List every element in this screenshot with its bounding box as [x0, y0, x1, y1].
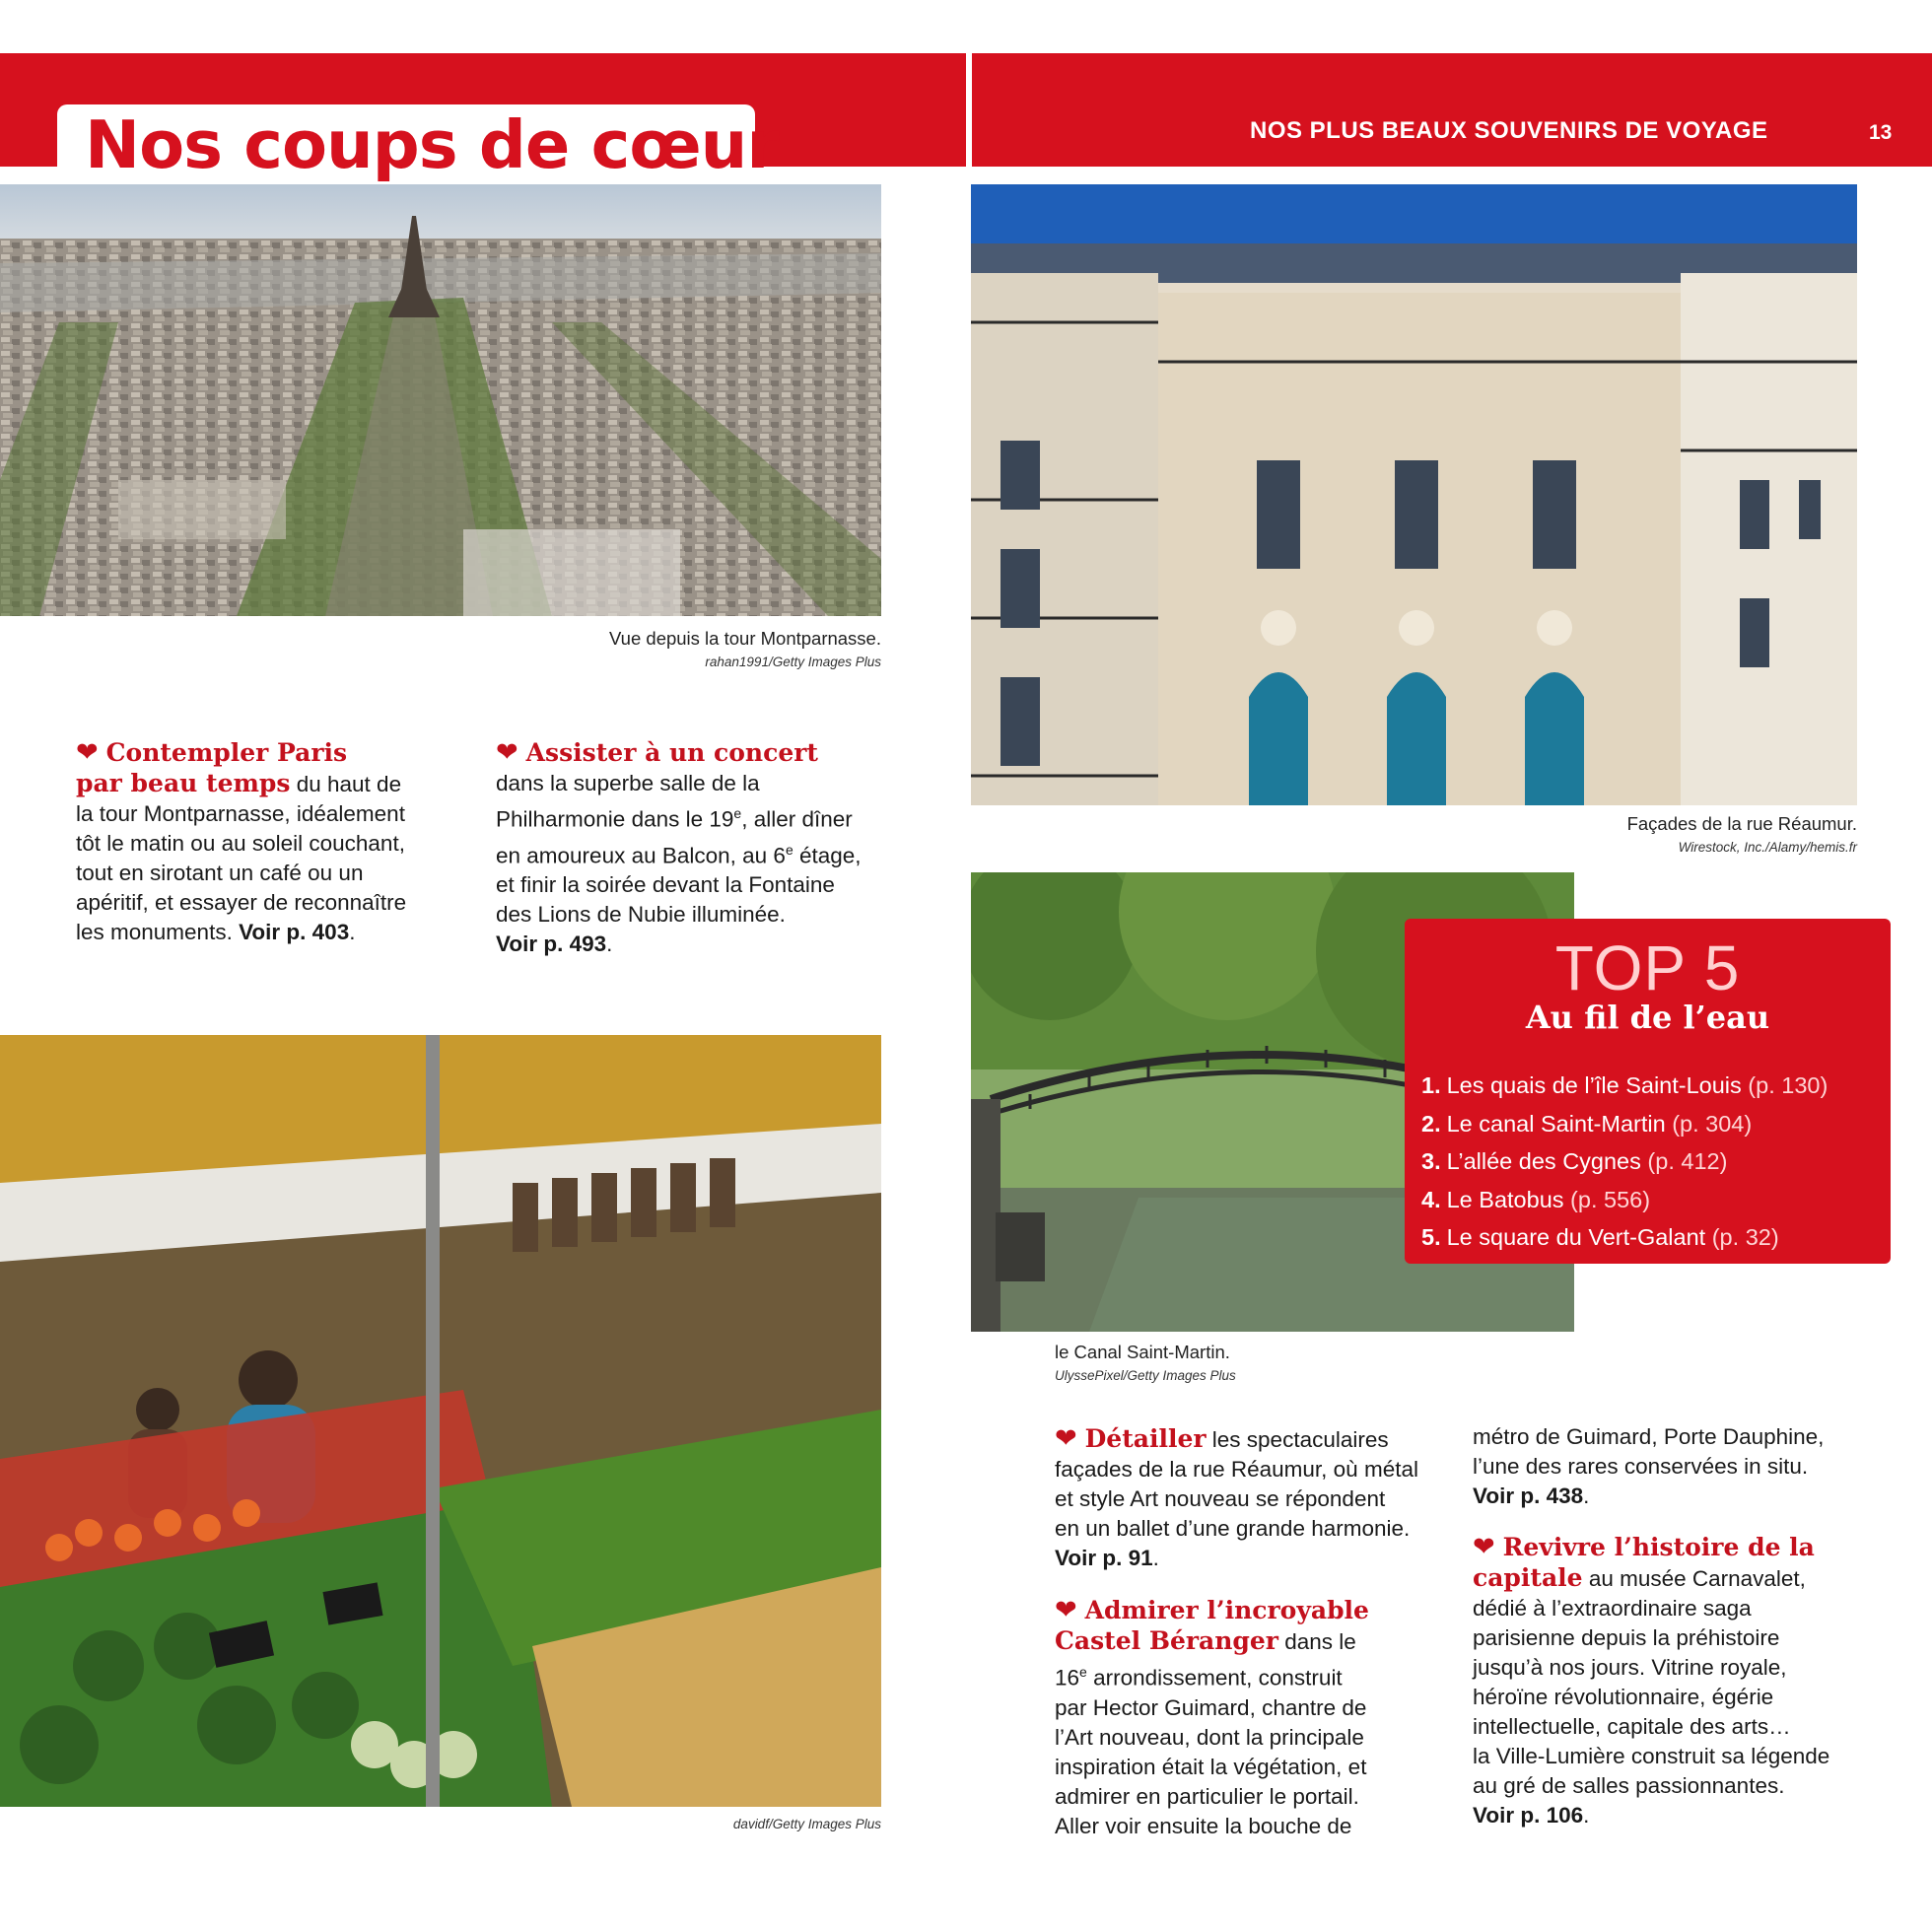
entry-text: jusqu’à nos jours. Vitrine royale, [1473, 1655, 1787, 1680]
item-page: (p. 32) [1711, 1224, 1779, 1250]
item-page: (p. 556) [1570, 1186, 1651, 1212]
entry-text: l’une des rares conservées in situ. [1473, 1454, 1809, 1479]
entry-heading: Assister à un concert [525, 738, 818, 767]
entry-contempler-paris [76, 737, 470, 947]
credit-canal: UlyssePixel/Getty Images Plus [1055, 1368, 1236, 1383]
item-label: Le Batobus [1446, 1186, 1564, 1212]
entry-text: . [1583, 1484, 1590, 1508]
market-stall-image [0, 1035, 881, 1807]
entry-text: métro de Guimard, Porte Dauphine, [1473, 1424, 1825, 1449]
entry-text: Philharmonie dans le 19 [496, 806, 734, 832]
entry-text: admirer en particulier le portail. [1055, 1783, 1359, 1809]
item-label: Le square du Vert-Galant [1446, 1224, 1706, 1250]
entry-text: apéritif, et essayer de reconnaître [76, 890, 407, 915]
item-label: L’allée des Cygnes [1446, 1148, 1641, 1174]
item-page: (p. 130) [1748, 1072, 1828, 1098]
entry-castel-beranger-continued [1473, 1422, 1887, 1511]
page-reference: Voir p. 493 [496, 932, 607, 956]
entry-text: du haut de [290, 772, 402, 796]
entry-heading: capitale [1473, 1563, 1583, 1592]
entry-text: façades de la rue Réaumur, où métal [1055, 1457, 1418, 1482]
list-item [1421, 1142, 1885, 1181]
caption-montparnasse: Vue depuis la tour Montparnasse. [609, 628, 881, 649]
item-label: Les quais de l’île Saint-Louis [1446, 1072, 1742, 1098]
entry-heading: Castel Béranger [1055, 1626, 1278, 1655]
item-number: 3. [1421, 1148, 1441, 1174]
entry-heading: Détailler [1084, 1424, 1207, 1453]
entry-text: . [1583, 1803, 1590, 1828]
entry-text: des Lions de Nubie illuminée. [496, 902, 786, 927]
entry-text: en amoureux au Balcon, au 6 [496, 843, 786, 867]
heart-icon: ❤ [1055, 1423, 1077, 1453]
credit-market: davidf/Getty Images Plus [732, 1817, 881, 1831]
list-item [1421, 1105, 1885, 1143]
entry-text: dans le [1277, 1629, 1356, 1654]
list-item [1421, 1181, 1885, 1219]
entry-text: et style Art nouveau se répondent [1055, 1486, 1386, 1511]
entry-text: étage, [793, 843, 862, 867]
entry-text: au musée Carnavalet, [1582, 1566, 1806, 1591]
item-page: (p. 412) [1647, 1148, 1728, 1174]
item-label: Le canal Saint-Martin [1446, 1110, 1666, 1137]
page-reference: Voir p. 106 [1473, 1803, 1584, 1828]
entry-text: tôt le matin ou au soleil couchant, [76, 831, 405, 856]
entry-text: en un ballet d’une grande harmonie. [1055, 1516, 1411, 1541]
entry-text: , aller dîner [741, 806, 853, 832]
superscript: e [733, 805, 742, 821]
entry-text: arrondissement, construit [1086, 1665, 1343, 1690]
photo-reaumur [971, 184, 1857, 805]
top5-title: TOP 5 [1554, 932, 1741, 1003]
entry-text: 16 [1055, 1665, 1080, 1690]
entry-text: parisienne depuis la préhistoire [1473, 1625, 1780, 1650]
entry-text: les spectaculaires [1206, 1427, 1389, 1452]
item-page: (p. 304) [1672, 1110, 1753, 1137]
credit-reaumur: Wirestock, Inc./Alamy/hemis.fr [1678, 840, 1857, 855]
entry-text: au gré de salles passionnantes. [1473, 1773, 1785, 1798]
entry-text: la tour Montparnasse, idéalement [76, 801, 405, 826]
photo-montparnasse-view [0, 184, 881, 616]
entry-heading: Admirer l’incroyable [1084, 1596, 1369, 1624]
heart-icon: ❤ [1055, 1595, 1077, 1624]
page-title: Nos coups de cœur [85, 106, 779, 183]
entry-detailler [1055, 1423, 1449, 1573]
caption-reaumur: Façades de la rue Réaumur. [1626, 813, 1857, 834]
running-head: NOS PLUS BEAUX SOUVENIRS DE VOYAGE [1250, 117, 1768, 144]
entry-text: dans la superbe salle de la [496, 771, 760, 795]
entry-text: tout en sirotant un café ou un [76, 861, 364, 885]
photo-market [0, 1035, 881, 1807]
heart-icon: ❤ [76, 737, 99, 767]
entry-heading: Revivre l’histoire de la [1502, 1533, 1815, 1561]
superscript: e [785, 841, 794, 858]
superscript: e [1079, 1664, 1087, 1680]
caption-canal: le Canal Saint-Martin. [1055, 1342, 1230, 1362]
top5-subtitle: Au fil de l’eau [1525, 999, 1770, 1036]
item-number: 1. [1421, 1072, 1441, 1098]
entry-heading: Contempler Paris [105, 738, 348, 767]
list-item [1421, 1067, 1885, 1105]
top5-box [1405, 919, 1891, 1264]
entry-text: et finir la soirée devant la Fontaine [496, 872, 835, 897]
top5-list [1421, 1067, 1885, 1257]
page-reference: Voir p. 438 [1473, 1484, 1584, 1508]
entry-text: héroïne révolutionnaire, égérie [1473, 1685, 1774, 1709]
entry-text: l’Art nouveau, dont la principale [1055, 1724, 1364, 1750]
entry-text: . [606, 932, 613, 956]
entry-text: intellectuelle, capitale des arts… [1473, 1714, 1791, 1739]
entry-text: . [349, 920, 356, 944]
page-number: 13 [1869, 121, 1893, 144]
entry-text: dédié à l’extraordinaire saga [1473, 1596, 1752, 1621]
page-reference: Voir p. 91 [1055, 1546, 1153, 1570]
entry-text: les monuments. [76, 920, 240, 944]
header-bar-right [972, 53, 1932, 167]
paris-aerial-image [0, 184, 881, 616]
facade-image [971, 184, 1857, 805]
entry-revivre-histoire [1473, 1532, 1897, 1830]
item-number: 4. [1421, 1186, 1441, 1212]
entry-text: la Ville-Lumière construit sa légende [1473, 1744, 1830, 1768]
entry-text: . [1152, 1546, 1159, 1570]
item-number: 2. [1421, 1110, 1441, 1137]
item-number: 5. [1421, 1224, 1441, 1250]
heart-icon: ❤ [1473, 1532, 1495, 1561]
page-reference: Voir p. 403 [239, 920, 350, 944]
entry-castel-beranger [1055, 1595, 1449, 1841]
entry-text: Aller voir ensuite la bouche de [1055, 1813, 1352, 1838]
heart-icon: ❤ [496, 737, 518, 767]
list-item [1421, 1218, 1885, 1257]
entry-heading: par beau temps [76, 769, 291, 797]
entry-assister-concert [496, 737, 900, 959]
entry-text: inspiration était la végétation, et [1055, 1754, 1367, 1779]
credit-montparnasse: rahan1991/Getty Images Plus [705, 655, 881, 669]
entry-text: par Hector Guimard, chantre de [1055, 1694, 1367, 1720]
